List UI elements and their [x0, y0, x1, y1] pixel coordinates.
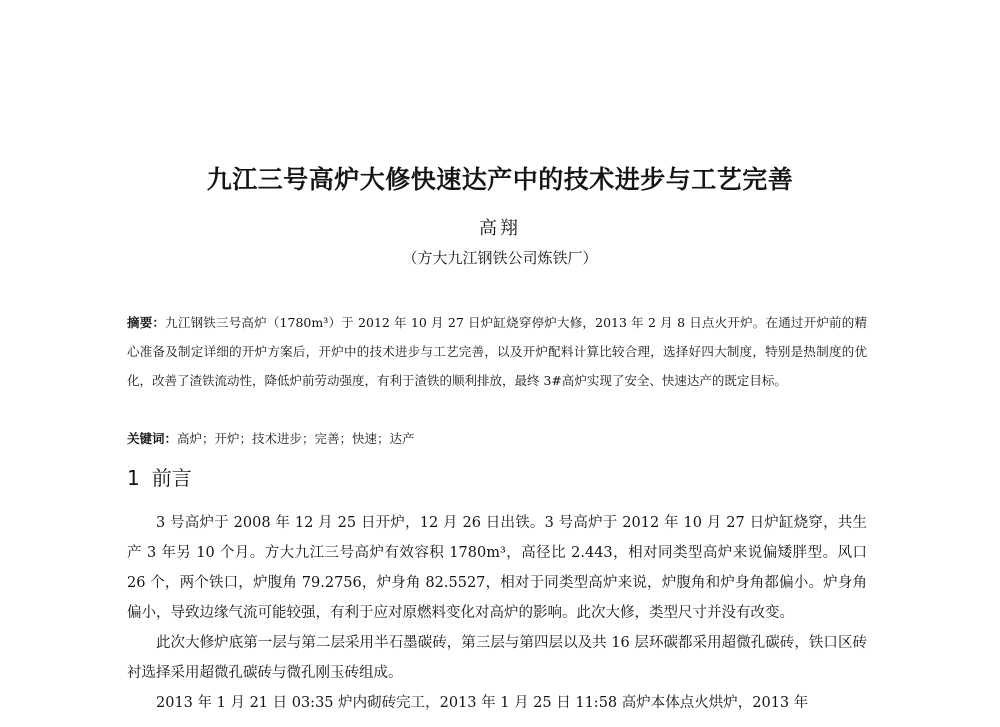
keywords-label: 关键词：	[127, 431, 178, 446]
paragraph: 3 号高炉于 2008 年 12 月 25 日开炉，12 月 26 日出铁。3 号高炉于 2012 年 10 月 27 日炉缸烧穿，共生产 3 年另 10 个月。方大九江三号高炉有效容积 1780m³，高径比 2.443，相对同类型高炉来说偏矮胖型。风口 26 个，两个铁口，炉腹角 79.2756，炉身角 82.5527，相对于同类型高炉来说，炉腹角和炉身角都偏小。炉身角偏小，导致边缘气流可能较强，有利于应对原燃料变化对高炉的影响。此次大修，类型尺寸并没有改变。	[127, 515, 867, 621]
paragraph: 此次大修炉底第一层与第二层采用半石墨碳砖，第三层与第四层以及共 16 层环碳都采用超微孔碳砖，铁口区砖衬选择采用超微孔碳砖与微孔刚玉砖组成。	[127, 635, 867, 681]
section-title: 前言	[151, 466, 192, 490]
keywords	[127, 424, 867, 453]
author-affiliation: （方大九江钢铁公司炼铁厂）	[402, 249, 598, 267]
section-heading	[127, 462, 192, 491]
author-name: 高翔	[479, 218, 521, 239]
abstract-text: 九江钢铁三号高炉（1780m³）于 2012 年 10 月 27 日炉缸烧穿停炉大修，2013 年 2 月 8 日点火开炉。在通过开炉前的精心准备及制定详细的开炉方案后，开炉中的技术进步与工艺完善，以及开炉配料计算比较合理，选择好四大制度，特别是热制度的优化，改善了渣铁流动性，降低炉前劳动强度，有利于渣铁的顺利排放，最终 3#高炉实现了安全、快速达产的既定目标。	[127, 315, 867, 388]
body-text	[127, 508, 867, 718]
keywords-text: 高炉；开炉；技术进步；完善；快速；达产	[177, 431, 415, 446]
abstract	[127, 308, 867, 395]
section-number: 1	[127, 466, 140, 490]
abstract-label: 摘要：	[127, 315, 166, 330]
paragraph: 2013 年 1 月 21 日 03:35 炉内砌砖完工，2013 年 1 月 25 日 11:58 高炉本体点火烘炉，2013 年	[156, 695, 809, 711]
paper-title: 九江三号高炉大修快速达产中的技术进步与工艺完善	[206, 165, 794, 194]
